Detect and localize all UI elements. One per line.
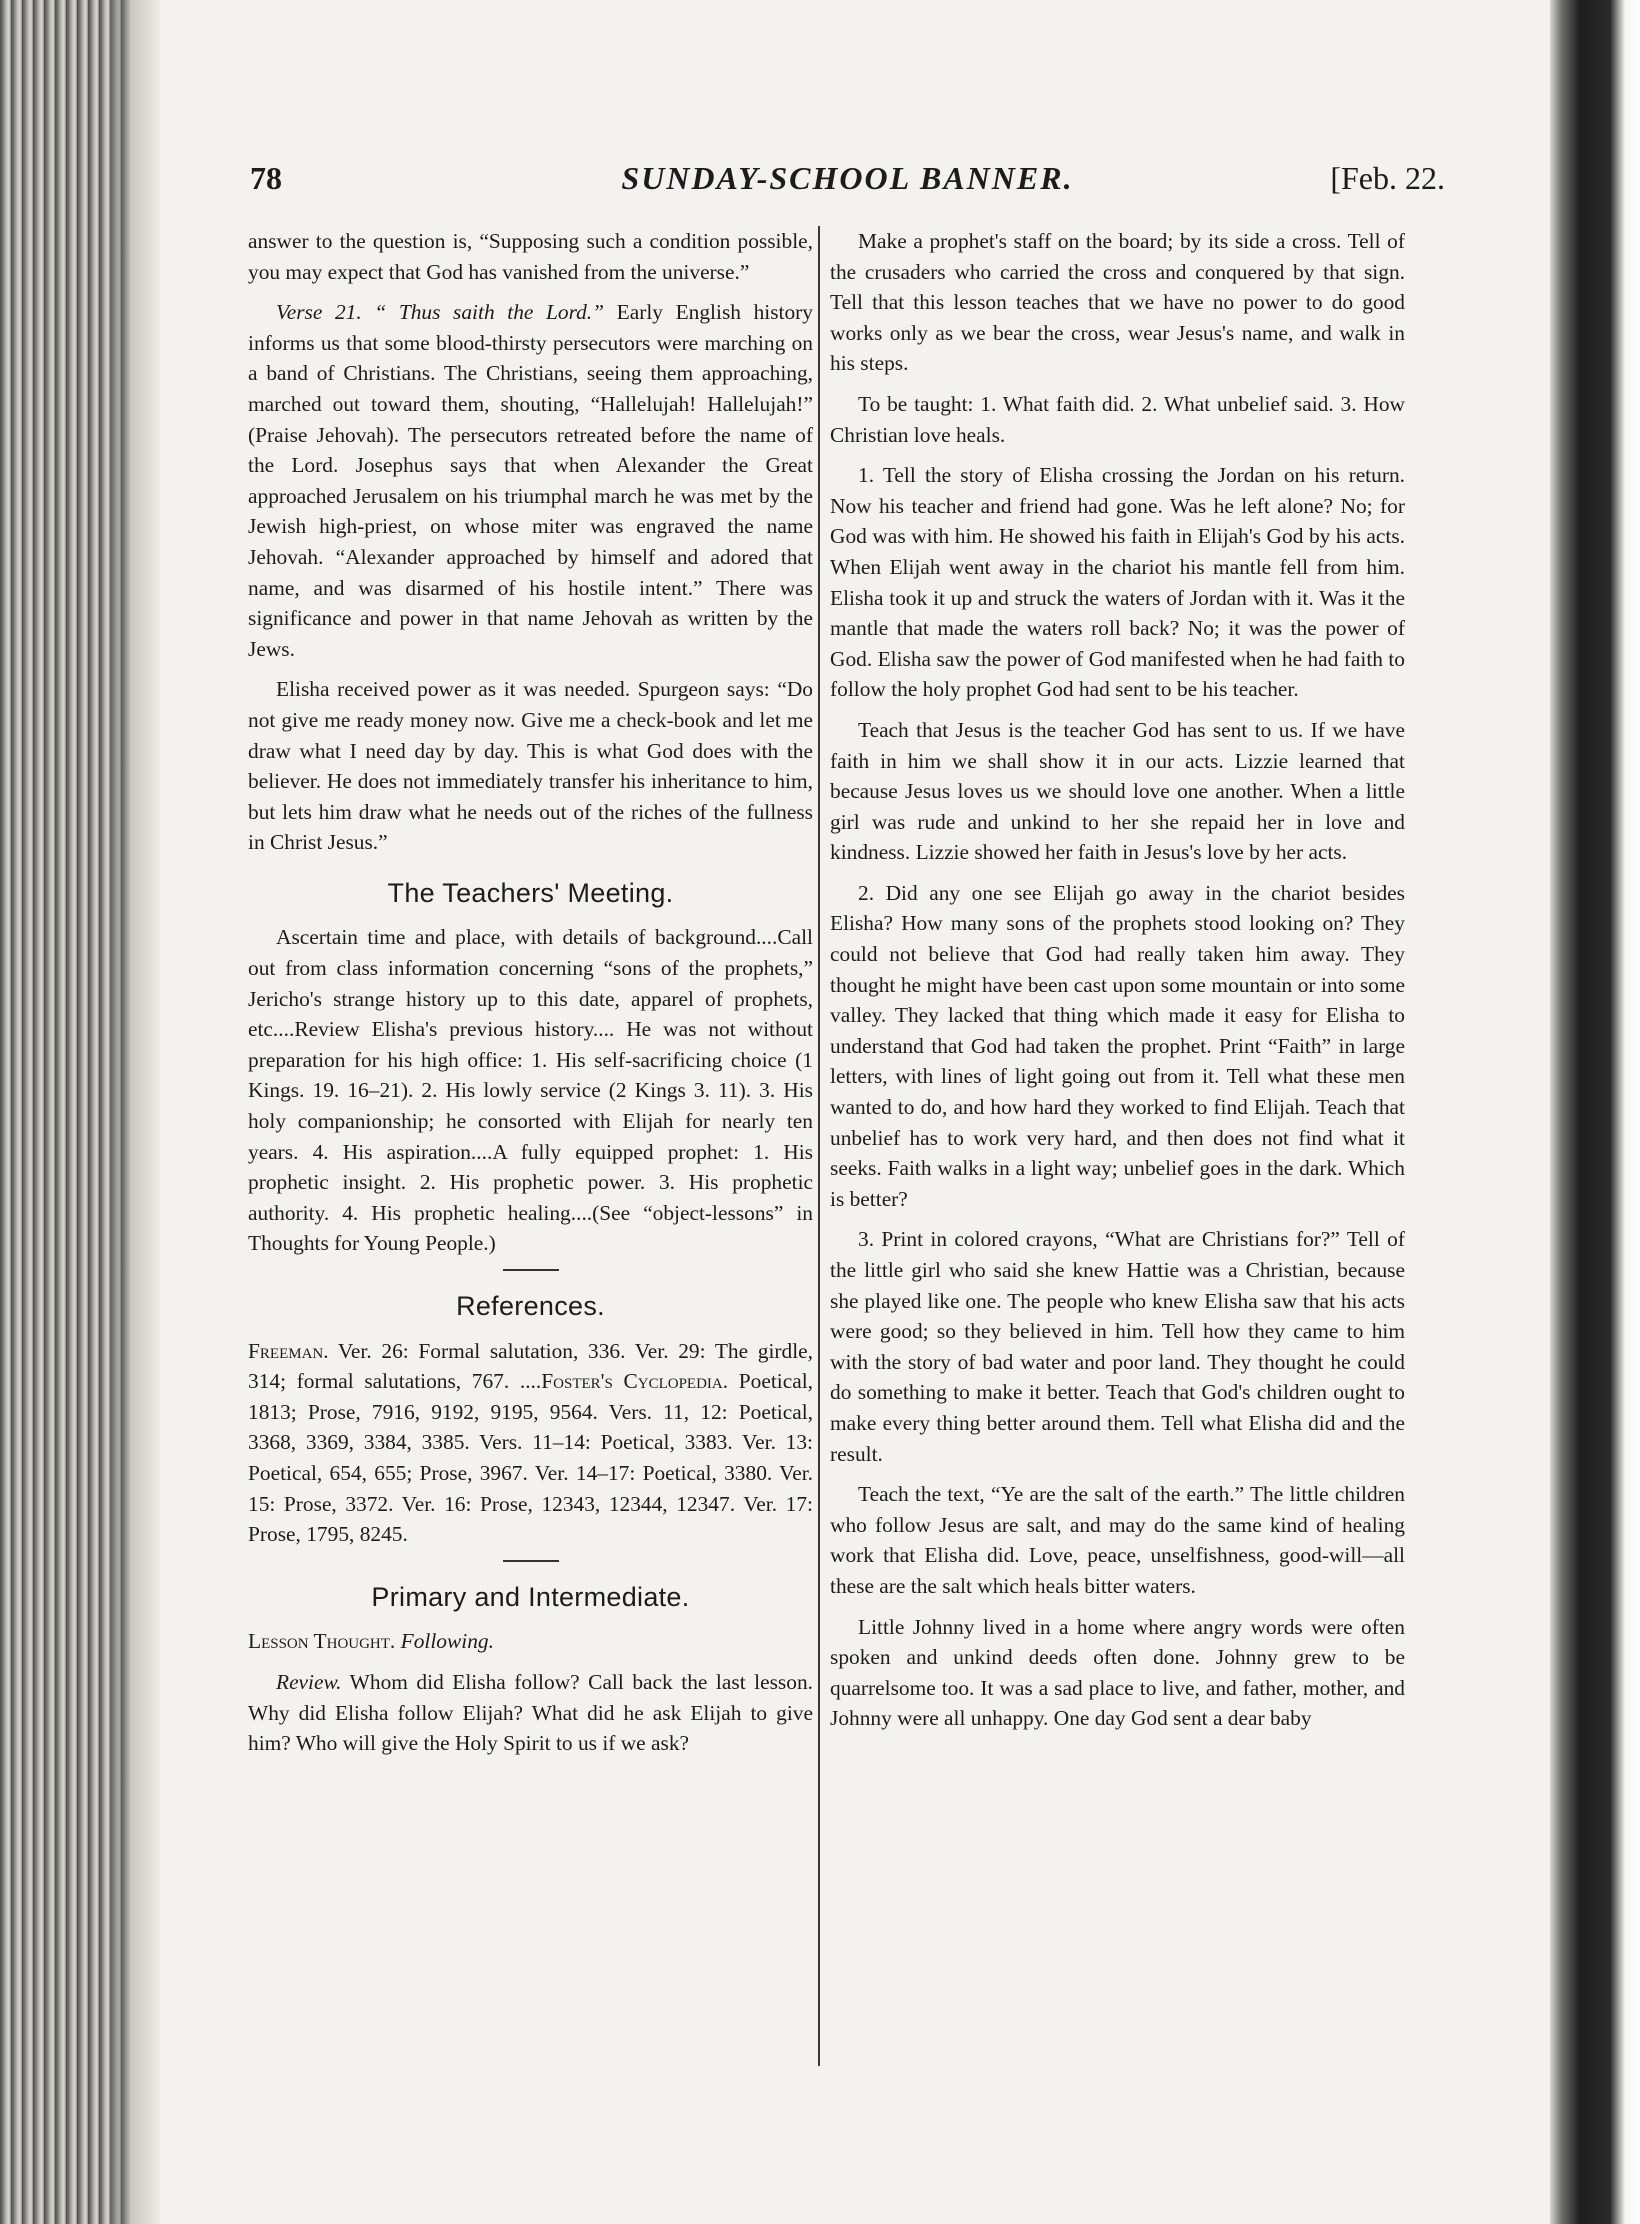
- ref-fosters-cyclopedia: Foster's Cyclopedia.: [541, 1369, 729, 1394]
- ref-freeman: Freeman.: [248, 1338, 329, 1363]
- verse-quote: “ Thus saith the Lord.”: [374, 300, 605, 325]
- section-divider: [503, 1269, 559, 1271]
- review-label: Review.: [276, 1669, 342, 1694]
- ref-foster-body: Poetical, 1813; Prose, 7916, 9192, 9195, 9564. Vers. 11, 12: Poetical, 3368, 3369, 3384, 3385. Vers. 11–14: Poetical, 3383. Ver. 13: Poetical, 654, 655; Prose, 3967. Ver. 14–17: Poetical, 3380. Ver. 15: Prose, 3372. Ver. 16: Prose, 12343, 12344, 12347. Ver. 17: Prose, 1795, 8245.: [248, 1369, 813, 1547]
- gutter-shadow: [110, 0, 160, 2224]
- paragraph: 2. Did any one see Elijah go away in the chariot besides Elisha? How many sons of the prophets stood looking on? They could not believe that God had really taken him away. They thought he might have been cast upon some mountain or into some valley. They lacked that thing which made it easy for Elisha to understand that God had taken the prophet. Print “Faith” in large letters, with lines of light going out from it. Tell what these men wanted to do, and how hard they worked to find Elijah. Teach that unbelief has to work very hard, and then does not find what it seeks. Faith walks in a light way; unbelief goes in the dark. Which is better?: [830, 880, 1405, 1211]
- lesson-thought: [248, 1626, 813, 1657]
- ref-freeman-body: Ver. 26: Formal salutation, 336. Ver. 29: The girdle, 314; formal salutations, 767. ....: [248, 1338, 813, 1394]
- publication-title: SUNDAY-SCHOOL BANNER.: [621, 160, 1074, 196]
- column-divider: [818, 226, 820, 2066]
- paragraph: 3. Print in colored crayons, “What are Christians for?” Tell of the little girl who said she knew Hattie was a Christian, because she played like one. The people who knew Elisha saw that his acts were good; so they believed in him. Tell how they came to him with the story of bad water and poor land. They thought he could do something to make it better. Teach that God's children ought to make every thing better around them. Tell what Elisha did and the result.: [830, 1227, 1405, 1466]
- section-title-primary-intermediate: Primary and Intermediate.: [371, 1581, 690, 1612]
- teachers-meeting-body: Ascertain time and place, with details of background....Call out from class information concerning “sons of the prophets,” Jericho's strange history up to this date, apparel of prophets, etc....Review Elisha's previous history.... He was not without preparation for his high office: 1. His self-sacrificing choice (1 Kings. 19. 16–21). 2. His lowly service (2 Kings 3. 11). 3. His holy companionship; he consorted with Elijah for nearly ten years. 4. His aspiration....A fully equipped prophet: 1. His prophetic insight. 2. His prophetic power. 3. His prophetic authority. 4. His prophetic healing....(See “object-lessons” in Thoughts for Young People.): [248, 925, 813, 1256]
- paragraph: Elisha received power as it was needed. Spurgeon says: “Do not give me ready money now. Give me a check-book and let me draw what I need day by day. This is what God does with the believer. He does not immediately transfer his inheritance to him, but lets him draw what he needs out of the riches of the fullness in Christ Jesus.”: [248, 677, 813, 855]
- review-body: Whom did Elisha follow? Call back the last lesson. Why did Elisha follow Elijah? What did he ask Elijah to give him? Who will give the Holy Spirit to us if we ask?: [248, 1669, 813, 1756]
- paragraph: Teach the text, “Ye are the salt of the earth.” The little children who follow Jesus are salt, and may do the same kind of healing work that Elisha did. Love, peace, unselfishness, good-will—all these are the salt which heals bitter waters.: [830, 1482, 1405, 1598]
- lesson-thought-value: Following.: [400, 1629, 494, 1654]
- running-header: [250, 160, 1445, 206]
- verse-label: Verse 21.: [276, 300, 362, 325]
- paragraph-verse-21: [248, 297, 813, 664]
- paragraph: Teach that Jesus is the teacher God has sent to us. If we have faith in him we shall show it in our acts. Lizzie learned that because Jesus loves us we should love one another. When a little girl was rude and unkind to her she repaid her in love and kindness. Lizzie showed her faith in Jesus's love by her acts.: [830, 717, 1405, 865]
- section-title-references: References.: [456, 1291, 605, 1321]
- paragraph: Little Johnny lived in a home where angry words were often spoken and unkind deeds often done. Johnny grew to be quarrelsome too. It was a sad place to live, and father, mother, and Johnny were all unhappy. One day God sent a dear baby: [830, 1614, 1405, 1731]
- left-column: [248, 226, 813, 1769]
- right-page-edge: [1550, 0, 1640, 2224]
- paragraph: To be taught: 1. What faith did. 2. What unbelief said. 3. How Christian love heals.: [830, 391, 1405, 447]
- section-divider: [503, 1560, 559, 1562]
- page-number: 78: [250, 160, 282, 196]
- references-body: [248, 1336, 813, 1550]
- paragraph: answer to the question is, “Supposing such a condition possible, you may expect that God has vanished from the universe.”: [248, 229, 813, 284]
- paragraph: 1. Tell the story of Elisha crossing the Jordan on his return. Now his teacher and friend had gone. Was he left alone? No; for God was with him. He showed his faith in Elijah's God by his acts. When Elijah went away in the chariot his mantle fell from him. Elisha took it up and struck the waters of Jordan with it. Was it the mantle that made the waters roll back? No; it was the power of God. Elisha saw the power of God manifested when he had faith to follow the holy prophet God had sent to be his teacher.: [830, 463, 1405, 702]
- right-column: [830, 226, 1405, 1744]
- issue-date: [Feb. 22.: [1330, 160, 1445, 196]
- section-title-teachers-meeting: The Teachers' Meeting.: [387, 877, 674, 908]
- review-paragraph: [248, 1667, 813, 1759]
- lesson-thought-label: Lesson Thought.: [248, 1629, 396, 1654]
- paragraph: Make a prophet's staff on the board; by its side a cross. Tell of the crusaders who carried the cross and conquered by that sign. Tell that this lesson teaches that we have no power to do good works only as we bear the cross, wear Jesus's name, and walk in his steps.: [830, 229, 1405, 376]
- verse-commentary: Early English history informs us that some blood-thirsty persecutors were marching on a band of Christians. The Christians, seeing them approaching, marched out toward them, shouting, “Hallelujah! Hallelujah!” (Praise Jehovah). The persecutors retreated before the name of the Lord. Josephus says that when Alexander the Great approached Jerusalem on his triumphal march he was met by the Jewish high-priest, on whose miter was engraved the name Jehovah. “Alexander approached by himself and adored that name, and was disarmed of his hostile intent.” There was significance and power in that name Jehovah as written by the Jews.: [248, 300, 813, 661]
